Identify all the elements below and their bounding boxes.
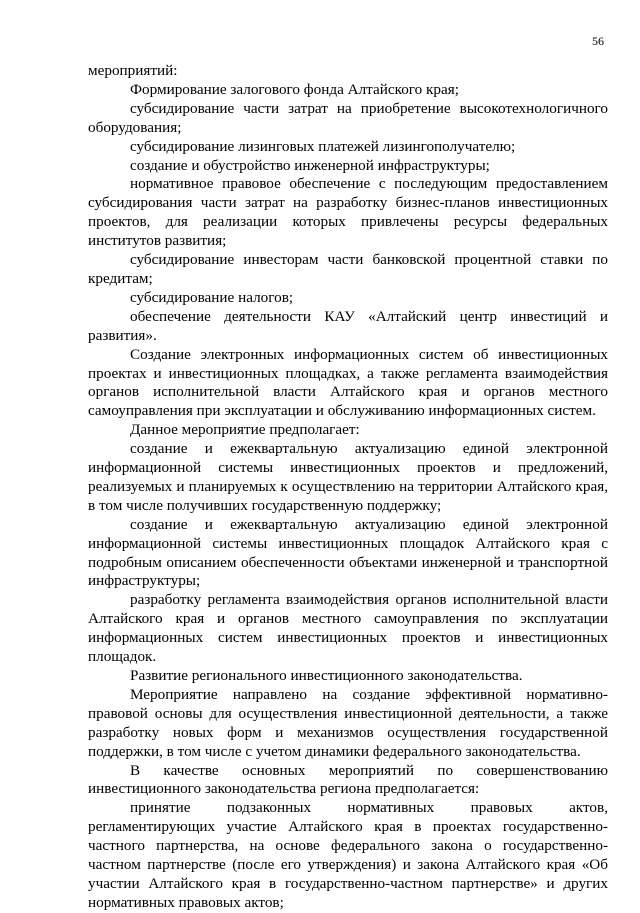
paragraph: нормативное правовое обеспечение с последующим предоставлением субсидирования части затрат на разработку бизнес-планов инвестиционных проектов, для реализации которых привлечены ресурсы федеральных институтов развития; [88,175,608,250]
paragraph: обеспечение деятельности КАУ «Алтайский центр инвестиций и развития». [88,307,608,344]
paragraph: субсидирование инвесторам части банковской процентной ставки по кредитам; [88,251,608,287]
paragraph: Мероприятие направлено на создание эффективной нормативно-правовой основы для осуществления инвестиционной деятельности, а также разработку новых форм и механизмов осуществления государственной поддержки, в том числе с учетом динамики федерального законодательства. [88,685,608,760]
paragraph: Создание электронных информационных систем об инвестиционных проектах и инвестиционных площадках, а также регламента взаимодействия органов исполнительной власти Алтайского края и органов местного самоуправления при эксплуатации и обслуживанию информационных систем. [88,345,608,420]
paragraph: Формирование залогового фонда Алтайского края; [130,80,459,98]
paragraph: В качестве основных мероприятий по совершенствованию инвестиционного законодательства региона предполагается: [88,761,608,798]
paragraph: создание и ежеквартальную актуализацию единой электронной информационной системы инвестиционных проектов и предложений, реализуемых и планируемых к осуществлению на территории Алтайского края, в том числе получивших государственную поддержку; [88,440,608,514]
paragraph: мероприятий: [88,62,178,79]
paragraph: создание и ежеквартальную актуализацию единой электронной информационной системы инвестиционных площадок Алтайского края с подробным описанием обеспеченности объектами инженерной и транспортной инфраструктуры; [88,515,608,590]
page-number: 56 [592,34,604,48]
paragraph: субсидирование налогов; [130,288,294,306]
document-body [88,62,608,913]
paragraph: принятие подзаконных нормативных правовых актов, регламентирующих участие Алтайского края в проектах государственно-частного партнерства, на основе федерального закона о государственно-частном партнерстве (после его утверждения) и закона Алтайского края «Об участии Алтайского края в государственно-частном партнерстве» и других нормативных правовых актов; [88,799,608,911]
paragraph: Данное мероприятие предполагает: [130,421,360,439]
paragraph: Развитие регионального инвестиционного законодательства. [130,667,523,684]
paragraph: создание и обустройство инженерной инфраструктуры; [130,156,490,174]
paragraph: субсидирование лизинговых платежей лизингополучателю; [130,137,516,155]
paragraph: разработку регламента взаимодействия органов исполнительной власти Алтайского края и органов местного самоуправления по эксплуатации информационных систем инвестиционных проектов и инвестиционных площадок. [88,591,608,666]
paragraph: субсидирование части затрат на приобретение высокотехнологичного оборудования; [88,99,608,136]
